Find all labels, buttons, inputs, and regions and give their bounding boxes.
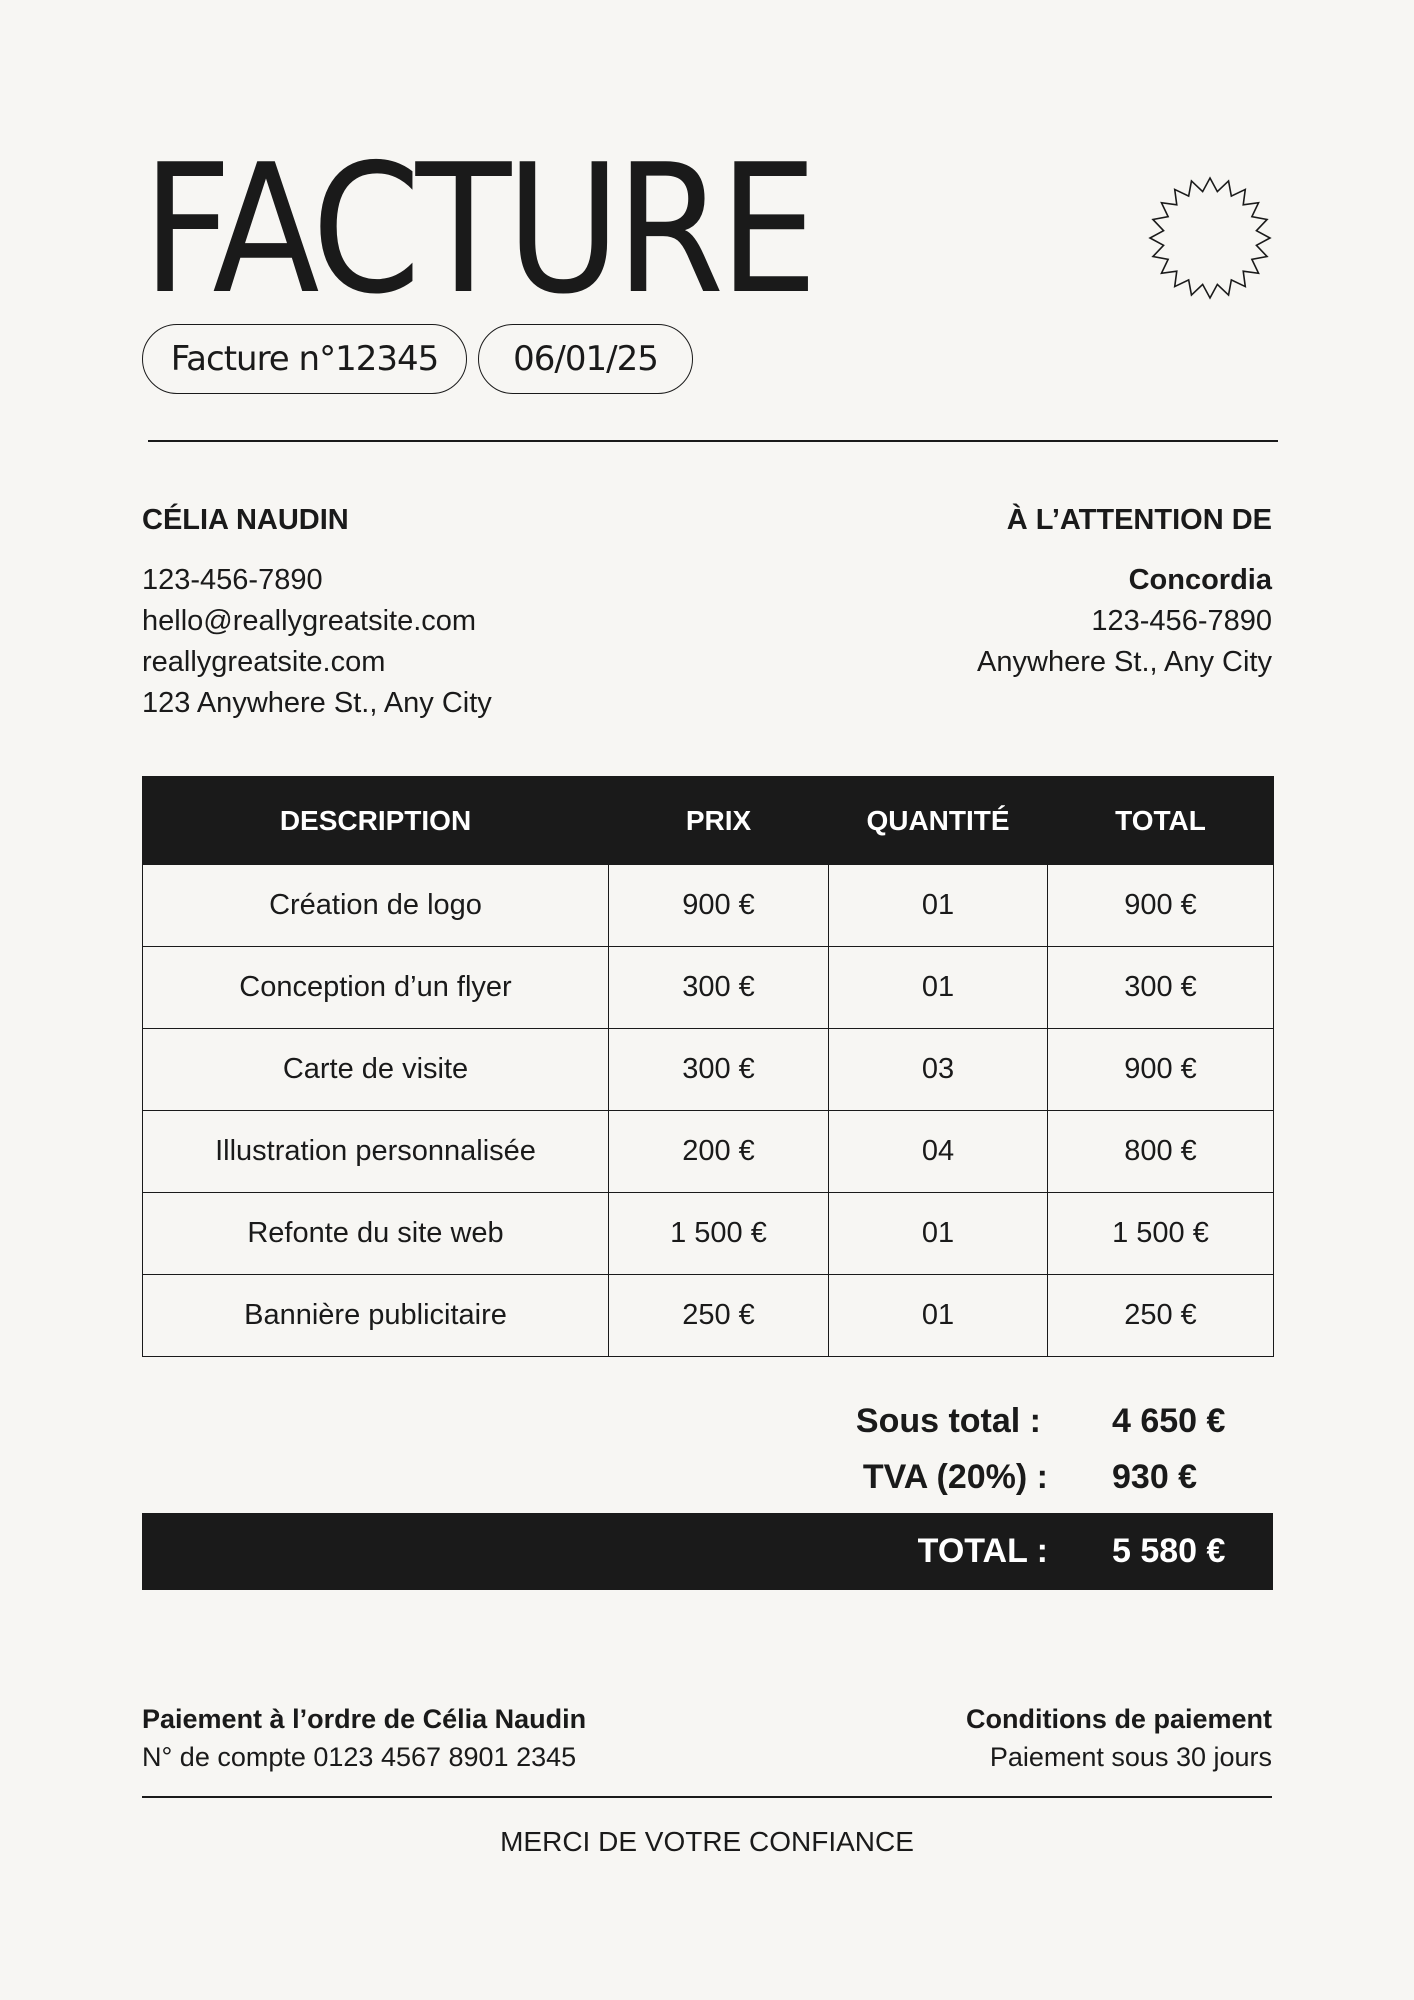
payment-block bbox=[142, 1700, 586, 1776]
cell-description: Illustration personnalisée bbox=[143, 1111, 609, 1193]
conditions-text: Paiement sous 30 jours bbox=[989, 1742, 1272, 1772]
cell-total: 900 € bbox=[1048, 865, 1274, 947]
conditions-block bbox=[966, 1700, 1272, 1776]
conditions-heading: Conditions de paiement bbox=[965, 1704, 1272, 1734]
cell-quantity: 03 bbox=[829, 1029, 1048, 1111]
table-row bbox=[143, 1193, 1274, 1275]
cell-price: 200 € bbox=[609, 1111, 829, 1193]
subtotal-label: Sous total : bbox=[855, 1402, 1041, 1440]
table-header-row bbox=[143, 777, 1274, 865]
sender-name: CÉLIA NAUDIN bbox=[142, 504, 349, 536]
footer-divider bbox=[142, 1796, 1272, 1798]
starburst-icon bbox=[1148, 176, 1272, 300]
cell-quantity: 01 bbox=[829, 947, 1048, 1029]
cell-price: 1 500 € bbox=[609, 1193, 829, 1275]
thank-you-message: MERCI DE VOTRE CONFIANCE bbox=[500, 1826, 914, 1857]
recipient-name: Concordia bbox=[1128, 564, 1272, 596]
sender-phone: 123-456-7890 bbox=[142, 564, 323, 596]
column-header-total: TOTAL bbox=[1048, 777, 1274, 865]
column-header-price: PRIX bbox=[609, 777, 829, 865]
table-row bbox=[143, 1275, 1274, 1357]
line-items-table bbox=[142, 776, 1274, 1357]
recipient-heading: À L’ATTENTION DE bbox=[1006, 504, 1272, 536]
account-number: N° de compte 0123 4567 8901 2345 bbox=[142, 1742, 577, 1772]
sender-block bbox=[142, 500, 492, 724]
cell-description: Carte de visite bbox=[143, 1029, 609, 1111]
table-row bbox=[143, 865, 1274, 947]
cell-quantity: 01 bbox=[829, 1193, 1048, 1275]
recipient-phone: 123-456-7890 bbox=[1091, 605, 1272, 637]
grand-total-bar bbox=[142, 1513, 1273, 1590]
cell-description: Bannière publicitaire bbox=[143, 1275, 609, 1357]
invoice-date: 06/01/25 bbox=[478, 324, 693, 394]
cell-description: Conception d’un flyer bbox=[143, 947, 609, 1029]
vat-value: 930 € bbox=[1112, 1458, 1198, 1496]
sender-address: 123 Anywhere St., Any City bbox=[142, 687, 492, 719]
recipient-block bbox=[977, 500, 1272, 683]
cell-quantity: 01 bbox=[829, 1275, 1048, 1357]
table-row bbox=[143, 1029, 1274, 1111]
cell-quantity: 04 bbox=[829, 1111, 1048, 1193]
grand-total-value: 5 580 € bbox=[1112, 1532, 1226, 1570]
cell-price: 900 € bbox=[609, 865, 829, 947]
cell-total: 900 € bbox=[1048, 1029, 1274, 1111]
recipient-address: Anywhere St., Any City bbox=[977, 646, 1272, 678]
cell-total: 250 € bbox=[1048, 1275, 1274, 1357]
sender-website: reallygreatsite.com bbox=[142, 646, 386, 678]
cell-total: 1 500 € bbox=[1048, 1193, 1274, 1275]
subtotal-value: 4 650 € bbox=[1112, 1402, 1226, 1440]
cell-price: 300 € bbox=[609, 947, 829, 1029]
invoice-title: FACTURE bbox=[142, 126, 813, 333]
payment-heading: Paiement à l’ordre de Célia Naudin bbox=[142, 1704, 587, 1734]
invoice-number: Facture n°12345 bbox=[142, 324, 467, 394]
column-header-quantity: QUANTITÉ bbox=[829, 777, 1048, 865]
cell-quantity: 01 bbox=[829, 865, 1048, 947]
sender-email: hello@reallygreatsite.com bbox=[142, 605, 477, 637]
cell-price: 250 € bbox=[609, 1275, 829, 1357]
cell-total: 300 € bbox=[1048, 947, 1274, 1029]
table-row bbox=[143, 1111, 1274, 1193]
cell-total: 800 € bbox=[1048, 1111, 1274, 1193]
cell-description: Création de logo bbox=[143, 865, 609, 947]
column-header-description: DESCRIPTION bbox=[143, 777, 609, 865]
grand-total-label: TOTAL : bbox=[917, 1532, 1048, 1570]
vat-label: TVA (20%) : bbox=[862, 1458, 1048, 1496]
header-divider bbox=[148, 440, 1278, 442]
cell-description: Refonte du site web bbox=[143, 1193, 609, 1275]
cell-price: 300 € bbox=[609, 1029, 829, 1111]
table-row bbox=[143, 947, 1274, 1029]
